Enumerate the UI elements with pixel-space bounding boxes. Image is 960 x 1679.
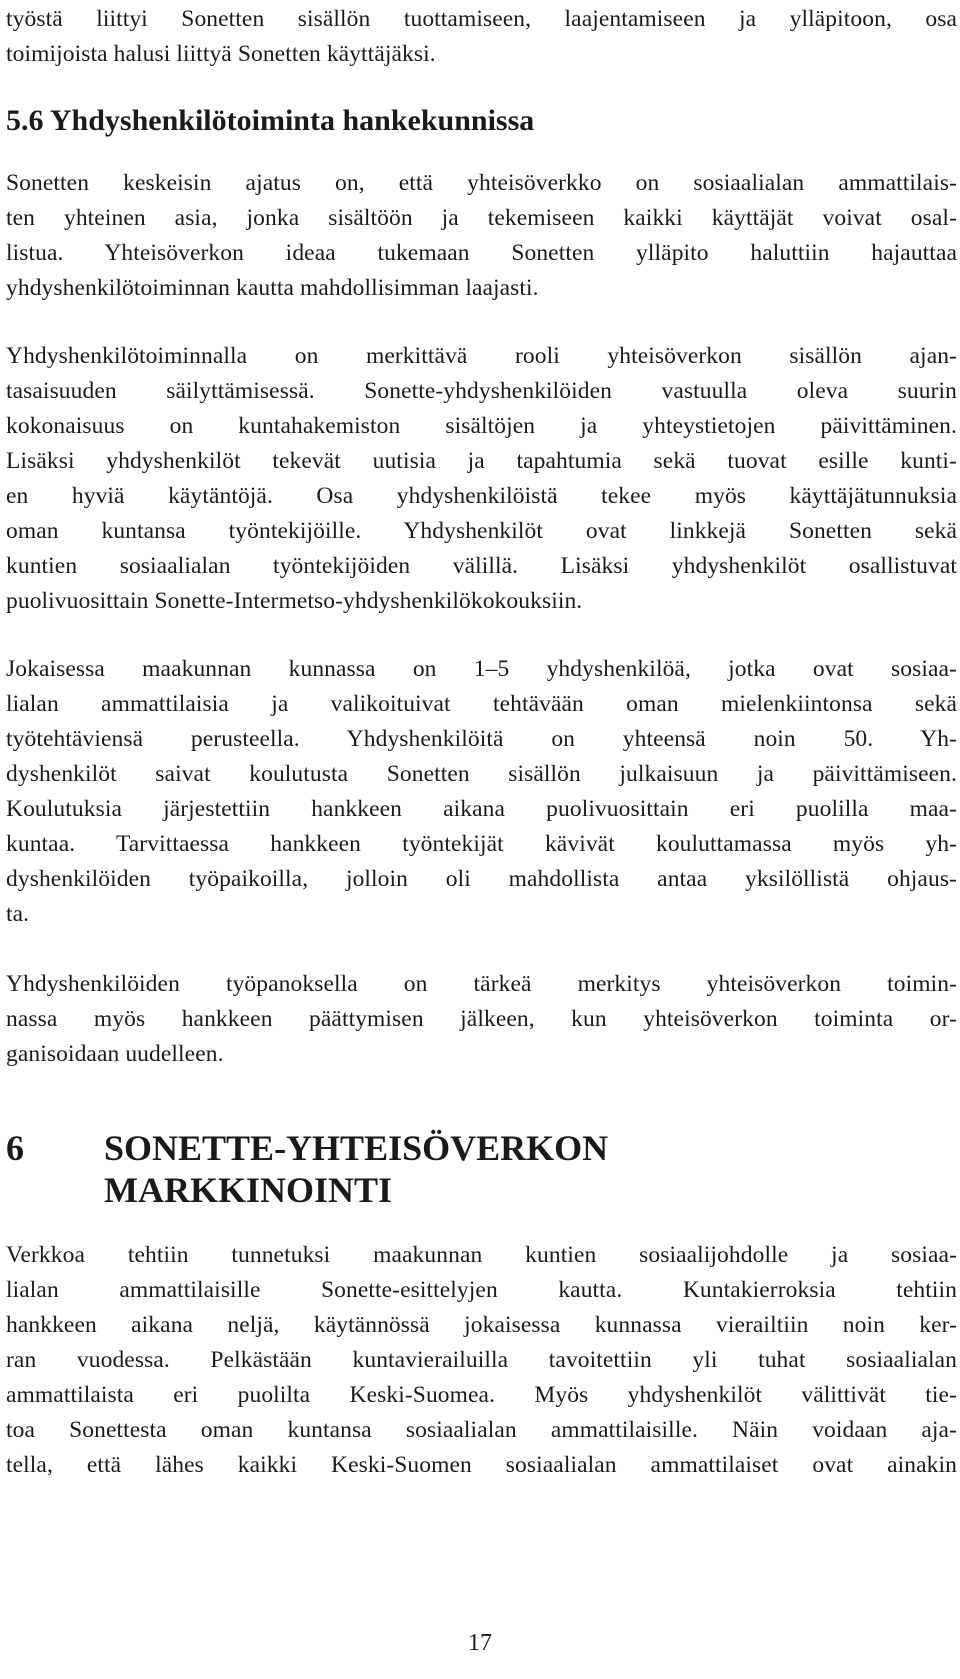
text-line: kuntien sosiaalialan työntekijöiden välillä. Lisäksi yhdyshenkilöt osallistuvat: [6, 553, 957, 579]
text-line: kuntaa. Tarvittaessa hankkeen työntekijät kävivät kouluttamassa myös yh-: [6, 831, 957, 857]
chapter-title-line-1: SONETTE-YHTEISÖVERKON: [104, 1128, 609, 1168]
text-line: Lisäksi yhdyshenkilöt tekevät uutisia ja tapahtumia sekä tuovat esille kunti-: [6, 448, 957, 474]
text-line: ammattilaista eri puolilta Keski-Suomea. Myös yhdyshenkilöt välittivät tie-: [6, 1382, 957, 1408]
chapter-heading-6: [6, 1126, 957, 1216]
text-line: Sonetten keskeisin ajatus on, että yhteisöverkko on sosiaalialan ammattilais-: [6, 170, 957, 196]
chapter-number: 6: [6, 1128, 24, 1168]
text-line: dyshenkilöt saivat koulutusta Sonetten sisällön julkaisuun ja päivittämiseen.: [6, 761, 957, 787]
text-line: lialan ammattilaisia ja valikoituivat tehtävään oman mielenkiintonsa sekä: [6, 691, 957, 717]
section-6-paragraph-1: [6, 1238, 957, 1483]
text-line: Koulutuksia järjestettiin hankkeen aikana puolivuosittain eri puolilla maa-: [6, 796, 957, 822]
section-5-6-paragraph-1: [6, 166, 957, 306]
text-line: puolivuosittain Sonette-Intermetso-yhdyshenkilökokouksiin.: [6, 588, 583, 614]
intro-paragraph: [6, 2, 957, 72]
text-line: tasaisuuden säilyttämisessä. Sonette-yhdyshenkilöiden vastuulla oleva suurin: [6, 378, 957, 404]
text-line: Verkkoa tehtiin tunnetuksi maakunnan kuntien sosiaalijohdolle ja sosiaa-: [6, 1242, 957, 1268]
text-line: ta.: [6, 901, 30, 927]
text-line: nassa myös hankkeen päättymisen jälkeen, kun yhteisöverkon toiminta or-: [6, 1006, 957, 1032]
text-line: oman kuntansa työntekijöille. Yhdyshenkilöt ovat linkkejä Sonetten sekä: [6, 518, 957, 544]
text-line: ten yhteinen asia, jonka sisältöön ja tekemiseen kaikki käyttäjät voivat osal-: [6, 205, 957, 231]
text-line: toimijoista halusi liittyä Sonetten käyttäjäksi.: [6, 41, 436, 67]
section-5-6-paragraph-2: [6, 339, 957, 619]
text-line: tella, että lähes kaikki Keski-Suomen sosiaalialan ammattilaiset ovat ainakin: [6, 1452, 957, 1478]
text-line: työtehtäviensä perusteella. Yhdyshenkilöitä on yhteensä noin 50. Yh-: [6, 726, 957, 752]
chapter-title-line-2: MARKKINOINTI: [104, 1170, 393, 1210]
text-line: ran vuodessa. Pelkästään kuntavierailuilla tavoitettiin yli tuhat sosiaalialan: [6, 1347, 957, 1373]
text-line: Yhdyshenkilöiden työpanoksella on tärkeä merkitys yhteisöverkon toimin-: [6, 971, 957, 997]
text-line: ganisoidaan uudelleen.: [6, 1041, 224, 1067]
text-line: toa Sonettesta oman kuntansa sosiaalialan ammattilaisille. Näin voidaan aja-: [6, 1417, 957, 1443]
text-line: listua. Yhteisöverkon ideaa tukemaan Sonetten ylläpito haluttiin hajauttaa: [6, 240, 957, 266]
page-number: 17: [468, 1630, 492, 1656]
text-line: Jokaisessa maakunnan kunnassa on 1–5 yhdyshenkilöä, jotka ovat sosiaa-: [6, 656, 957, 682]
section-5-6-paragraph-4: [6, 967, 957, 1072]
text-line: en hyviä käytäntöjä. Osa yhdyshenkilöistä tekee myös käyttäjätunnuksia: [6, 483, 957, 509]
text-line: Yhdyshenkilötoiminnalla on merkittävä rooli yhteisöverkon sisällön ajan-: [6, 343, 957, 369]
section-heading-5-6: 5.6 Yhdyshenkilötoiminta hankekunnissa: [6, 104, 535, 137]
section-5-6-paragraph-3: [6, 652, 957, 932]
text-line: hankkeen aikana neljä, käytännössä jokaisessa kunnassa vierailtiin noin ker-: [6, 1312, 957, 1338]
text-line: lialan ammattilaisille Sonette-esittelyjen kautta. Kuntakierroksia tehtiin: [6, 1277, 957, 1303]
text-line: kokonaisuus on kuntahakemiston sisältöjen ja yhteystietojen päivittäminen.: [6, 413, 957, 439]
text-line: dyshenkilöiden työpaikoilla, jolloin oli mahdollista antaa yksilöllistä ohjaus-: [6, 866, 957, 892]
text-line: yhdyshenkilötoiminnan kautta mahdollisimman laajasti.: [6, 275, 539, 301]
text-line: työstä liittyi Sonetten sisällön tuottamiseen, laajentamiseen ja ylläpitoon, osa: [6, 6, 957, 32]
